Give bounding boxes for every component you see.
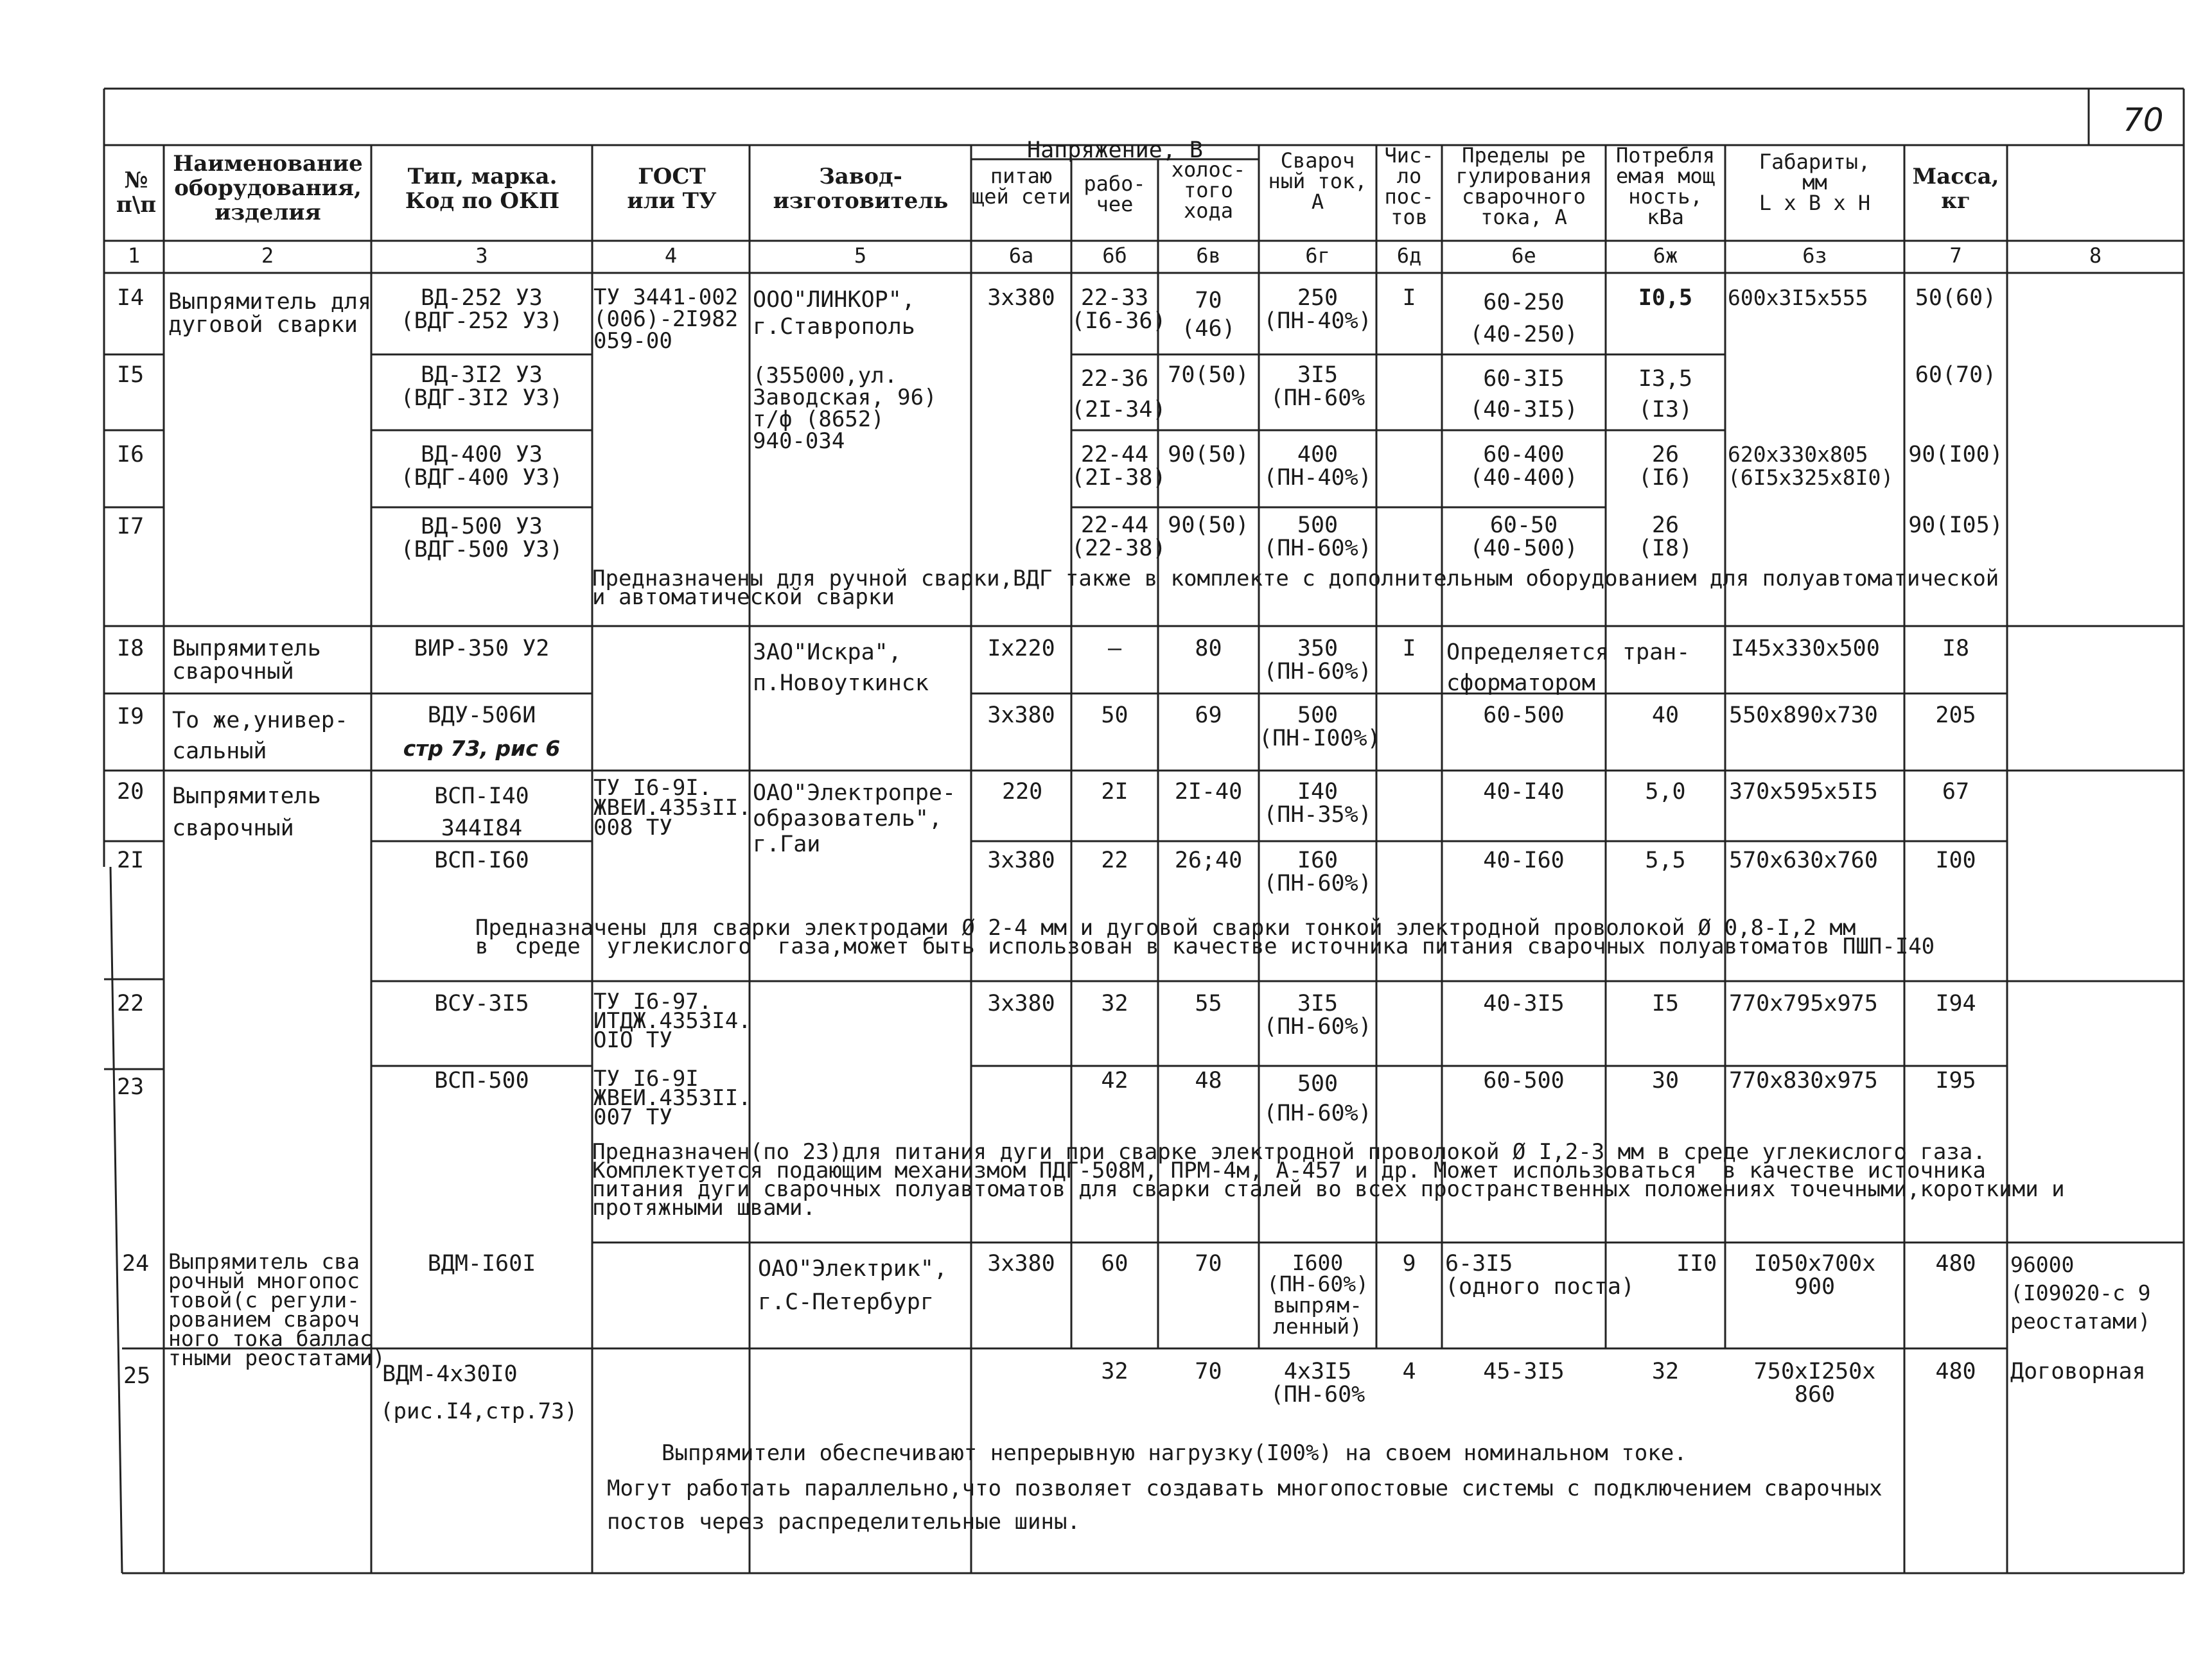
dimensions: 750хI250х 860 (1753, 1359, 1876, 1408)
mass: 50(60) (1915, 285, 1997, 311)
mains-voltage: 3х380 (987, 1251, 1055, 1277)
row-number: I6 (117, 442, 145, 467)
equipment-type: ВСП-500 (434, 1068, 529, 1094)
working-voltage: 50 (1101, 702, 1128, 728)
mass: 480 (1935, 1251, 1976, 1277)
current-range: 60-250 (40-250) (1470, 290, 1578, 347)
dimensions: 550х890х730 (1729, 702, 1878, 728)
power: 30 (1651, 1068, 1680, 1094)
gost-spec: ТУ I6-9I. ЖВЕИ.435зII. 008 ТУ (593, 775, 751, 841)
colnum: 6з (1802, 243, 1827, 268)
working-voltage: 22 (1101, 848, 1128, 873)
colnum: 2 (261, 243, 274, 268)
header-gost: ГОСТ или ТУ (627, 164, 717, 214)
welding-current: 4х3I5 (ПН-60% (1270, 1359, 1365, 1408)
manufacturer: ЗАО"Искра", п.Новоуткинск (753, 640, 929, 696)
dimensions: 620х330х805 (6I5х325х8I0) (1728, 442, 1894, 490)
current-range: 60-500 (1483, 1068, 1565, 1094)
mass: I8 (1942, 636, 1970, 661)
row-number: I9 (117, 704, 145, 729)
current-range: 6-3I5 (одного поста) (1445, 1251, 1635, 1300)
equipment-type: ВДМ-I60I (427, 1251, 536, 1277)
header-6g: Свароч ный ток, А (1268, 148, 1367, 214)
current-range: Определяется тран- сформатором (1446, 640, 1690, 696)
posts-count: 9 (1402, 1251, 1416, 1277)
power: I5 (1651, 991, 1680, 1016)
colnum: 6е (1511, 243, 1536, 268)
equipment-type: ВСП-I40 344I84 (434, 783, 529, 841)
manufacturer: ООО"ЛИНКОР", г.Ставрополь (753, 287, 915, 340)
note-rows-24-25-line2: Могут работать параллельно,что позволяет создавать многопостовые системы с подключением сварочных постов через распределительные шины. (607, 1476, 1883, 1535)
header-6e: Пределы ре гулирования сварочного тока, А (1455, 143, 1592, 229)
mains-voltage: 3х380 (987, 848, 1055, 873)
dimensions: I050х700х 900 (1753, 1251, 1876, 1300)
welding-current: 500 (ПН-60%) (1263, 512, 1372, 561)
dimensions: 600х3I5х555 (1728, 285, 1868, 310)
working-voltage: 60 (1101, 1251, 1128, 1277)
working-voltage: 2I (1101, 779, 1128, 805)
colnum: 5 (854, 243, 867, 268)
open-circuit-voltage: 70 (46) (1181, 288, 1236, 342)
header-6v: холос- того хода (1171, 157, 1246, 223)
header-6a: питаю щей сети (971, 164, 1071, 209)
working-voltage: 32 (1101, 991, 1128, 1016)
dimensions: 770х830х975 (1729, 1068, 1878, 1094)
welding-current: 250 (ПН-40%) (1263, 285, 1372, 334)
header-mass: Масса, кг (1912, 164, 1999, 214)
welding-current: 350 (ПН-60%) (1263, 636, 1372, 684)
drawing-reference: (рис.I4,стр.73) (380, 1399, 578, 1424)
mass: 205 (1935, 702, 1976, 728)
current-range: 40-I40 (1483, 779, 1565, 805)
equipment-name: Выпрямитель сварочный (172, 783, 321, 841)
equipment-name: Выпрямитель для дуговой сварки (168, 289, 372, 338)
open-circuit-voltage: 80 (1195, 636, 1222, 661)
gost-spec: ТУ I6-9I ЖВЕИ.4353II. 007 ТУ (593, 1066, 751, 1130)
power: 26 (I8) (1638, 512, 1693, 561)
equipment-name: Выпрямитель сва рочный многопос товой(с регули- рованием свароч ного тока баллас тными реостатами) (168, 1249, 385, 1370)
mass: I00 (1935, 848, 1976, 873)
current-range: 60-500 (1483, 702, 1565, 728)
colnum: 6д (1396, 243, 1422, 268)
mass: 60(70) (1915, 362, 1997, 388)
colnum: 8 (2089, 243, 2102, 268)
colnum: 6ж (1653, 243, 1678, 268)
open-circuit-voltage: 70(50) (1168, 362, 1249, 388)
equipment-type: ВСУ-3I5 (434, 991, 529, 1016)
posts-count: I (1402, 636, 1416, 661)
working-voltage: 22-33 (I6-36) (1071, 285, 1166, 334)
mass: 480 (1935, 1359, 1976, 1384)
equipment-type: ВД-500 УЗ (ВДГ-500 УЗ) (400, 514, 563, 562)
mass: I94 (1935, 991, 1976, 1016)
power: 40 (1651, 702, 1680, 728)
current-range: 60-3I5 (40-3I5) (1470, 366, 1578, 423)
note-rows-22-23: Предназначен(по 23)для питания дуги при сварке электродной проволокой Ø I,2-3 мм в среде углекислого газа. Комплектуется подающим механизмом ПДГ-508М, ПРМ-4м, А-457 и др. Может использоваться в качестве источника питания дуги сварочных полуавтоматов для сварки сталей во всех пространственных положениях точечными,короткими и протяжными швами. (592, 1139, 2065, 1221)
equipment-type: ВИР-350 У2 (414, 636, 550, 661)
row-number: 22 (117, 991, 145, 1016)
row-number: I7 (117, 514, 145, 539)
header-manufacturer: Завод- изготовитель (773, 164, 949, 214)
welding-current: 3I5 (ПН-60%) (1263, 991, 1372, 1040)
equipment-name: То же,универ- сальный (172, 708, 348, 764)
power: 5,5 (1645, 848, 1686, 873)
open-circuit-voltage: 69 (1195, 702, 1222, 728)
current-range: 60-50 (40-500) (1470, 512, 1578, 561)
mass: 90(I05) (1908, 512, 2003, 538)
equipment-type: ВД-3I2 УЗ (ВДГ-3I2 УЗ) (400, 362, 563, 411)
power: 32 (1651, 1359, 1680, 1384)
welding-current: I40 (ПН-35%) (1263, 779, 1372, 828)
manufacturer: ОАО"Электрик", г.С-Петербург (758, 1256, 948, 1315)
mass: 90(I00) (1908, 442, 2003, 467)
row-number: 25 (123, 1363, 151, 1389)
open-circuit-voltage: 48 (1195, 1068, 1222, 1094)
power: II0 (1676, 1251, 1717, 1277)
working-voltage: — (1107, 636, 1122, 661)
mass: I95 (1935, 1068, 1976, 1094)
open-circuit-voltage: 70 (1195, 1359, 1222, 1384)
welding-current: 400 (ПН-40%) (1263, 442, 1372, 491)
row-number: I4 (117, 285, 145, 311)
open-circuit-voltage: 26;40 (1174, 848, 1243, 873)
open-circuit-voltage: 90(50) (1168, 442, 1249, 467)
dimensions: 770х795х975 (1729, 991, 1878, 1016)
current-range: 40-I60 (1483, 848, 1565, 873)
power: 5,0 (1645, 779, 1686, 805)
colnum: 6в (1196, 243, 1221, 268)
row-number: I5 (117, 362, 145, 388)
mains-voltage: 3х380 (987, 991, 1055, 1016)
open-circuit-voltage: 70 (1195, 1251, 1222, 1277)
colnum: 6б (1102, 243, 1127, 268)
colnum: 7 (1949, 243, 1962, 268)
working-voltage: 42 (1101, 1068, 1128, 1094)
row-number: I8 (117, 636, 145, 661)
colnum: 6г (1305, 243, 1330, 268)
manufacturer: ОАО"Электропре- образователь", г.Гаи (753, 780, 956, 857)
power: 26 (I6) (1638, 442, 1693, 491)
current-range: 45-3I5 (1483, 1359, 1565, 1384)
power: I3,5 (I3) (1638, 366, 1693, 423)
working-voltage: 32 (1101, 1359, 1128, 1384)
equipment-type: ВДУ-506И (427, 702, 536, 728)
welding-current: I600 (ПН-60%) выпрям- ленный) (1267, 1250, 1369, 1339)
dimensions: 570х630х760 (1729, 848, 1878, 873)
manufacturer-address: (355000,ул. Заводская, 96) т/ф (8652) 940-034 (753, 363, 937, 454)
row-number: 23 (117, 1074, 145, 1100)
header-type: Тип, марка. Код по ОКП (405, 164, 560, 214)
row-number: 24 (122, 1251, 150, 1277)
open-circuit-voltage: 90(50) (1168, 512, 1249, 538)
colnum: 6а (1008, 243, 1034, 268)
equipment-type: ВДМ-4х30I0 (382, 1361, 518, 1387)
header-voltage: Напряжение, В (1027, 137, 1203, 163)
mains-voltage: 3х380 (987, 702, 1055, 728)
open-circuit-voltage: 55 (1195, 991, 1222, 1016)
current-range: 40-3I5 (1483, 991, 1565, 1016)
row-number: 2I (117, 848, 145, 873)
mains-voltage: Iх220 (987, 636, 1055, 661)
handwritten-reference: стр 73, рис 6 (403, 736, 561, 761)
colnum: 4 (664, 243, 678, 268)
page-number: 70 (2123, 101, 2164, 139)
dimensions: 370х595х5I5 (1729, 779, 1878, 805)
equipment-type: ВД-400 УЗ (ВДГ-400 УЗ) (400, 442, 563, 491)
header-6z: Габариты, мм L x B x H (1759, 150, 1871, 215)
header-number: № п\п (116, 168, 157, 218)
equipment-type: ВСП-I60 (434, 848, 529, 873)
header-equipment-name: Наименование оборудования, изделия (173, 151, 363, 225)
welding-current: I60 (ПН-60%) (1263, 848, 1372, 896)
posts-count: 4 (1402, 1359, 1416, 1384)
working-voltage: 22-44 (22-38) (1071, 512, 1166, 561)
gost-spec: ТУ 3441-002 (006)-2I982 059-00 (593, 284, 739, 354)
header-6zh: Потребля емая мощ ность, кВа (1615, 143, 1716, 229)
row-number: 20 (117, 779, 145, 805)
mains-voltage: 220 (1002, 779, 1043, 805)
working-voltage: 22-44 (2I-38) (1071, 442, 1166, 491)
equipment-type: ВД-252 УЗ (ВДГ-252 УЗ) (400, 285, 563, 334)
mains-voltage: 3х380 (987, 285, 1055, 311)
note-rows-14-17: Предназначены для ручной сварки,ВДГ также в комплекте с дополнительным оборудованием для полуавтоматической и автоматической сварки (592, 566, 1999, 610)
note-rows-24-25-line1: Выпрямители обеспечивают непрерывную нагрузку(I00%) на своем номинальном токе. (662, 1440, 1687, 1466)
power: I0,5 (1638, 285, 1693, 311)
equipment-name: Выпрямитель сварочный (172, 636, 321, 684)
dimensions: I45х330х500 (1731, 636, 1880, 661)
price: Договорная (2010, 1359, 2146, 1384)
note-rows-20-21: Предназначены для сварки электродами Ø 2-4 мм и дуговой сварки тонкой электродной проволокой Ø 0,8-I,2 мм в среде углекислого газа,может быть использован в качестве источника питания сварочных полуавтоматов ПШП-I40 (475, 915, 1935, 959)
current-range: 60-400 (40-400) (1470, 442, 1578, 491)
welding-current: 3I5 (ПН-60% (1270, 362, 1365, 411)
colnum: 3 (475, 243, 488, 268)
price: 96000 (I09020-с 9 реостатами) (2010, 1252, 2151, 1334)
open-circuit-voltage: 2I-40 (1174, 779, 1243, 805)
header-6b: рабо- чее (1084, 171, 1146, 216)
mass: 67 (1942, 779, 1970, 805)
colnum: 1 (127, 243, 141, 268)
header-6d: Чис- ло пос- тов (1384, 143, 1434, 229)
welding-current: 500 (ПН-60%) (1263, 1071, 1372, 1126)
welding-current: 500 (ПН-I00%) (1259, 702, 1381, 751)
posts-count: I (1402, 285, 1416, 311)
working-voltage: 22-36 (2I-34) (1071, 366, 1166, 423)
gost-spec: ТУ I6-97. ИТДЖ.4353I4. ОIО ТУ (593, 989, 751, 1053)
